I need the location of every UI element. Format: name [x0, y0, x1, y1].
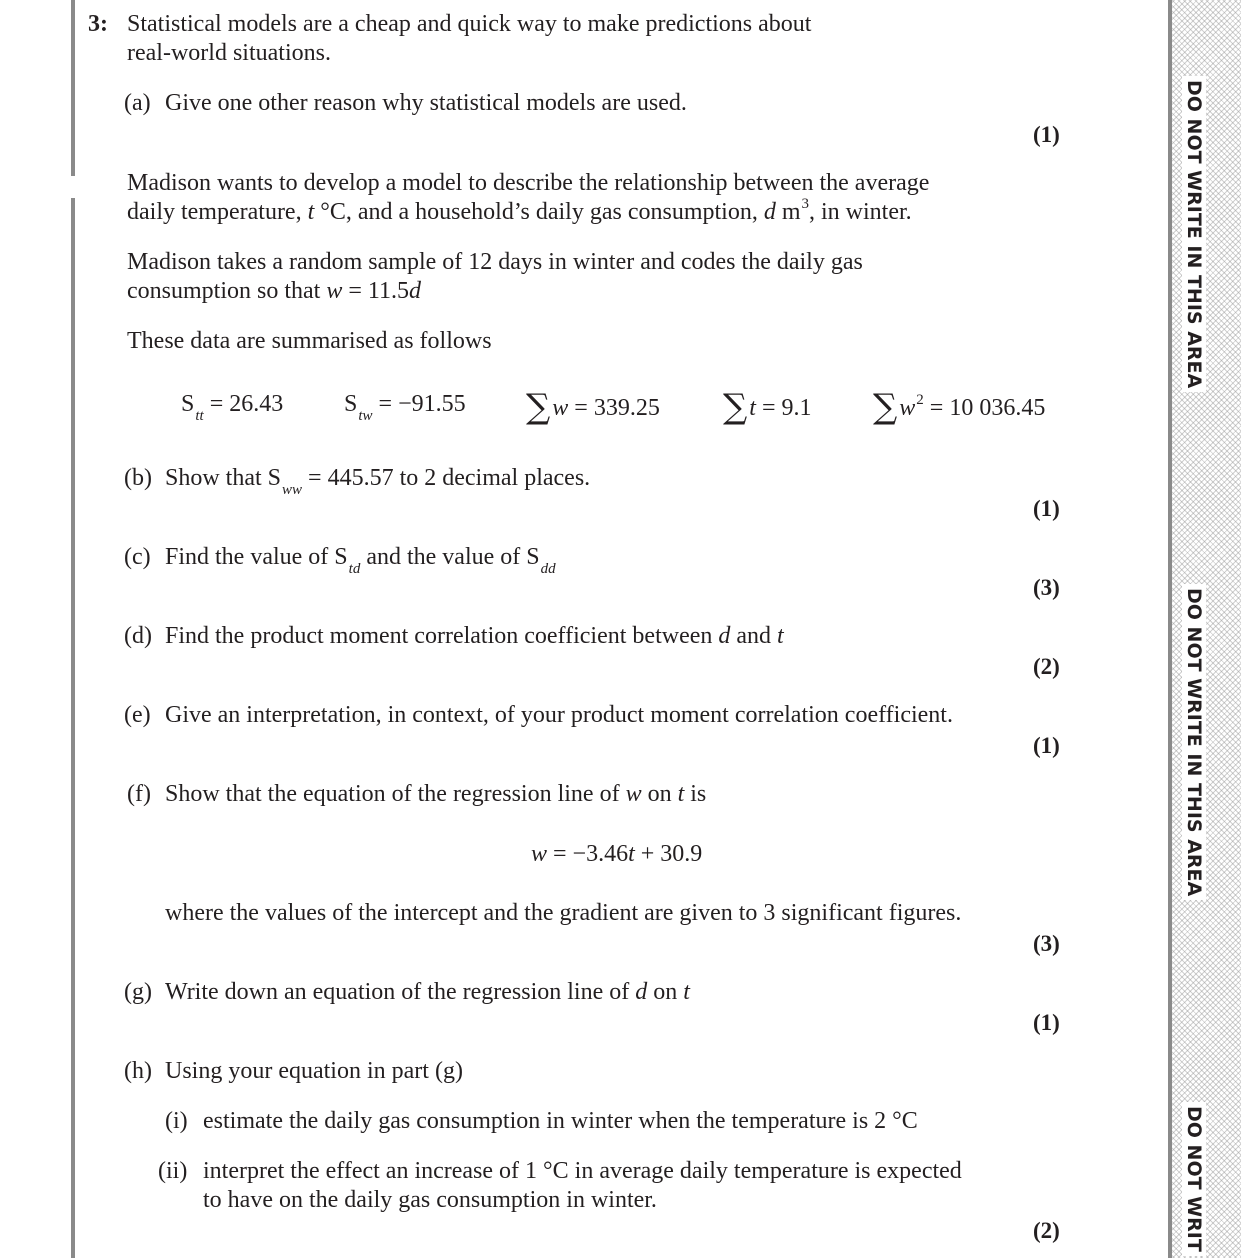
part-h-i-text: estimate the daily gas consumption in winter when the temperature is 2 °C	[203, 1108, 918, 1134]
summary-sum-w2: $\sum w^2 = 10$ 036.45	[873, 387, 1046, 427]
margin-warning-2: DO NOT WRITE IN THIS AREA	[1182, 584, 1206, 900]
context-1-line-1: Madison wants to develop a model to describe the relationship between the average	[127, 170, 930, 196]
part-f-marks: (3)	[1033, 931, 1060, 956]
part-e-text: Give an interpretation, in context, of your product moment correlation coefficient.	[165, 702, 953, 728]
part-d-label: (d)	[124, 623, 152, 649]
part-h-ii-line-2: to have on the daily gas consumption in winter.	[203, 1187, 657, 1213]
intro-line-2: real-world situations.	[127, 40, 331, 66]
part-a-marks: (1)	[1033, 122, 1060, 147]
part-f-note: where the values of the intercept and the gradient are given to 3 significant figures.	[165, 900, 962, 926]
part-b-label: (b)	[124, 465, 152, 491]
part-d-marks: (2)	[1033, 654, 1060, 679]
part-h-ii-line-1: interpret the effect an increase of 1 °C in average daily temperature is expected	[203, 1158, 962, 1184]
margin-warning-3: DO NOT WRIT	[1182, 1102, 1206, 1256]
part-f-label: (f)	[127, 781, 151, 807]
part-d-text: Find the product moment correlation coefficient between d and t	[165, 623, 784, 649]
part-h-label: (h)	[124, 1058, 152, 1084]
summary-stw: $S_{tw} = -91.55$	[344, 391, 466, 424]
part-a-label: (a)	[124, 90, 151, 116]
question-number: 3:	[88, 11, 108, 37]
part-c-marks: (3)	[1033, 575, 1060, 600]
part-a-text: Give one other reason why statistical models are used.	[165, 90, 687, 116]
part-f-text: Show that the equation of the regression line of w on t is	[165, 781, 707, 807]
part-b-marks: (1)	[1033, 496, 1060, 521]
part-e-label: (e)	[124, 702, 151, 728]
margin-warning-1: DO NOT WRITE IN THIS AREA	[1182, 76, 1206, 392]
part-g-label: (g)	[124, 979, 152, 1005]
summary-stt: $S_{tt} = 26.43$	[181, 391, 284, 424]
left-margin-bar-top	[71, 0, 75, 176]
part-c-text: Find the value of $S_{td}$ and the value of $S_{dd}$	[165, 544, 556, 577]
part-c-label: (c)	[124, 544, 151, 570]
part-h-i-label: (i)	[165, 1108, 188, 1134]
part-e-marks: (1)	[1033, 733, 1060, 758]
summary-sum-w: ∑w = 339.25	[526, 387, 660, 427]
context-2-line-1: Madison takes a random sample of 12 days in winter and codes the daily gas	[127, 249, 863, 275]
part-h-ii-label: (ii)	[158, 1158, 188, 1184]
left-margin-bar-bottom	[71, 198, 75, 1258]
part-f-equation: w = −3.46t + 30.9	[531, 841, 703, 867]
summary-sum-t: ∑t = 9.1	[723, 387, 812, 427]
margin-border-line	[1168, 0, 1172, 1258]
part-h-text: Using your equation in part (g)	[165, 1058, 463, 1084]
context-1-line-2: daily temperature, t °C, and a household’s daily gas consumption, d $m^3$, in winter.	[127, 196, 912, 225]
intro-line-1: Statistical models are a cheap and quick way to make predictions about	[127, 11, 812, 37]
context-2-line-2: consumption so that w = 11.5d	[127, 278, 421, 304]
part-h-marks: (2)	[1033, 1218, 1060, 1243]
part-b-text: Show that $S_{ww} = 445.57$ to 2 decimal places.	[165, 465, 591, 498]
summary-intro: These data are summarised as follows	[127, 328, 492, 354]
part-g-text: Write down an equation of the regression line of d on t	[165, 979, 690, 1005]
part-g-marks: (1)	[1033, 1010, 1060, 1035]
